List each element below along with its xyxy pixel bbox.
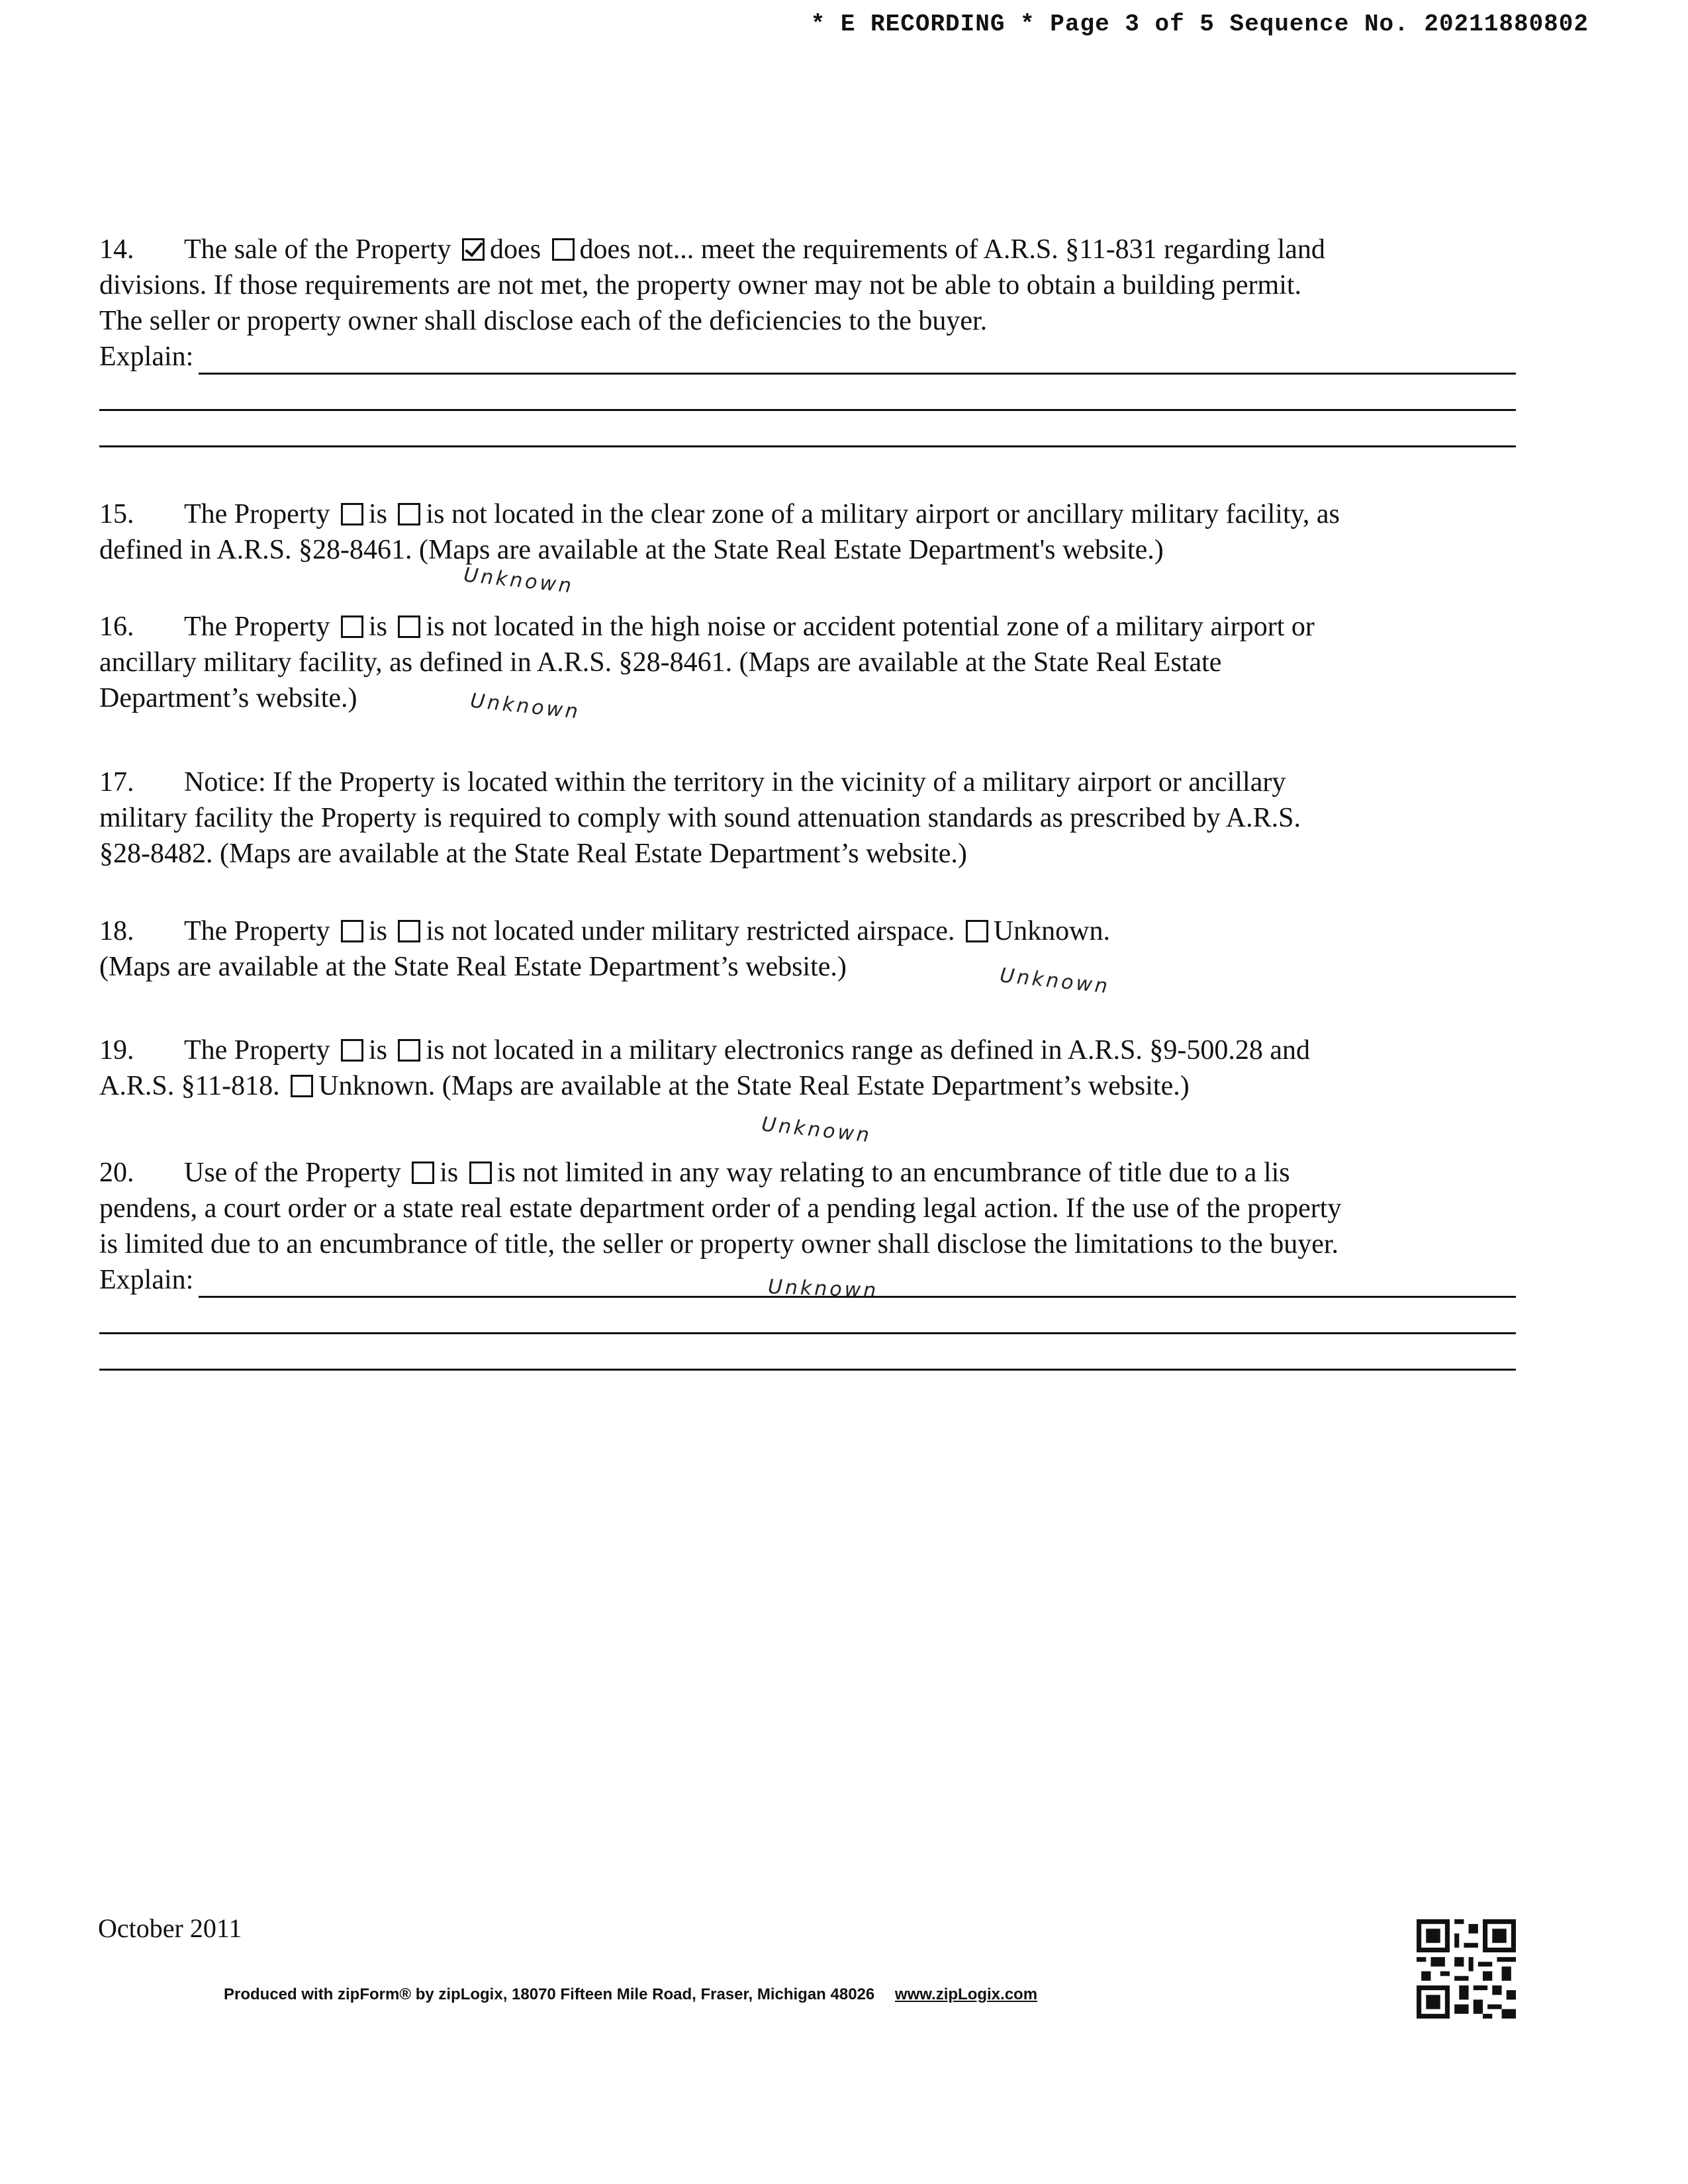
checkbox-label: is (368, 916, 387, 946)
checkbox-label: is (368, 499, 387, 529)
checkbox-label: Unknown. (993, 916, 1111, 946)
item-16 (99, 609, 1516, 716)
explain-line[interactable] (99, 375, 1516, 411)
item-text: Use of the Property (184, 1158, 401, 1188)
is-not-checkbox[interactable] (398, 1039, 420, 1062)
item-text: The Property (184, 612, 330, 642)
item-number: 16. (99, 612, 134, 642)
explain-label: Explain: (99, 341, 194, 372)
is-checkbox[interactable] (341, 615, 363, 638)
is-checkbox[interactable] (341, 1039, 363, 1062)
item-text: The Property (184, 1035, 330, 1066)
item-19 (99, 1032, 1516, 1104)
item-text: Notice: If the Property is located within the territory in the vicinity of a military airport or ancillary (184, 767, 1286, 797)
item-text: does not... meet the requirements of A.R.S. §11-831 regarding land (579, 234, 1325, 265)
item-text: §28-8482. (Maps are available at the State Real Estate Department’s website.) (99, 839, 967, 869)
checkbox-label: does (490, 234, 541, 265)
item-text: ancillary military facility, as defined in A.R.S. §28-8461. (Maps are available at the State Real Estate (99, 647, 1222, 678)
item-number: 17. (99, 767, 134, 797)
does-not-checkbox[interactable] (552, 238, 575, 261)
form-date: October 2011 (98, 1913, 242, 1943)
item-number: 18. (99, 916, 134, 946)
explain-line[interactable] (99, 411, 1516, 447)
recording-header: * E RECORDING * Page 3 of 5 Sequence No. 20211880802 (810, 11, 1589, 38)
explain-line[interactable] (99, 1334, 1516, 1371)
handwritten-note: Unknown (469, 689, 582, 724)
unknown-checkbox[interactable] (291, 1075, 313, 1097)
item-text: military facility the Property is required to comply with sound attenuation standards as prescribed by A.R.S. (99, 803, 1301, 833)
item-text: (Maps are available at the State Real Estate Department’s website.) (99, 952, 847, 982)
explain-line[interactable] (199, 346, 1516, 375)
item-text: Unknown. (Maps are available at the State Real Estate Department’s website.) (318, 1071, 1190, 1101)
is-not-checkbox[interactable] (398, 615, 420, 638)
item-text: divisions. If those requirements are not met, the property owner may not be able to obtain a building permit. (99, 270, 1302, 300)
item-17 (99, 764, 1516, 872)
item-text: pendens, a court order or a state real estate department order of a pending legal action. If the use of the property (99, 1193, 1342, 1224)
explain-label: Explain: (99, 1265, 194, 1295)
ziplogix-link[interactable]: www.zipLogix.com (894, 1985, 1038, 2003)
item-15 (99, 496, 1516, 568)
item-text: is not located under military restricted airspace. (426, 916, 955, 946)
handwritten-note: Unknown (760, 1113, 873, 1148)
item-text: A.R.S. §11-818. (99, 1071, 280, 1101)
item-18 (99, 913, 1516, 985)
item-20 (99, 1155, 1516, 1371)
checkbox-label: is (368, 612, 387, 642)
is-not-checkbox[interactable] (398, 920, 420, 942)
handwritten-note: Unknown (767, 1275, 879, 1302)
item-number: 15. (99, 499, 134, 529)
is-checkbox[interactable] (341, 503, 363, 525)
item-text: is not located in a military electronics range as defined in A.R.S. §9-500.28 and (426, 1035, 1310, 1066)
checkbox-label: is (368, 1035, 387, 1066)
is-not-checkbox[interactable] (469, 1161, 492, 1184)
item-text: is not located in the high noise or accident potential zone of a military airport or (426, 612, 1315, 642)
unknown-checkbox[interactable] (966, 920, 988, 942)
item-text: The Property (184, 499, 330, 529)
item-text: The sale of the Property (184, 234, 451, 265)
item-number: 14. (99, 234, 134, 265)
item-14 (99, 232, 1516, 447)
produced-text: Produced with zipForm® by zipLogix, 18070 Fifteen Mile Road, Fraser, Michigan 48026 (224, 1985, 875, 2003)
is-not-checkbox[interactable] (398, 503, 420, 525)
item-text: is not located in the clear zone of a military airport or ancillary military facility, as (426, 499, 1340, 529)
is-checkbox[interactable] (412, 1161, 434, 1184)
item-text: Department’s website.) (99, 683, 357, 713)
does-checkbox[interactable] (462, 238, 485, 261)
checkbox-label: is (440, 1158, 459, 1188)
item-text: The seller or property owner shall disclose each of the deficiencies to the buyer. (99, 306, 988, 336)
produced-by (224, 1985, 1037, 2004)
item-text: defined in A.R.S. §28-8461. (Maps are available at the State Real Estate Department's website.) (99, 535, 1164, 565)
handwritten-note: Unknown (998, 964, 1111, 999)
item-text: The Property (184, 916, 330, 946)
item-number: 19. (99, 1035, 134, 1066)
explain-line[interactable] (99, 1298, 1516, 1334)
handwritten-note: Unknown (462, 563, 575, 598)
item-number: 20. (99, 1158, 134, 1188)
is-checkbox[interactable] (341, 920, 363, 942)
qr-code (1417, 1919, 1516, 2019)
item-text: is limited due to an encumbrance of title, the seller or property owner shall disclose the limitations to the buyer. (99, 1229, 1339, 1259)
item-text: is not limited in any way relating to an encumbrance of title due to a lis (496, 1158, 1290, 1188)
